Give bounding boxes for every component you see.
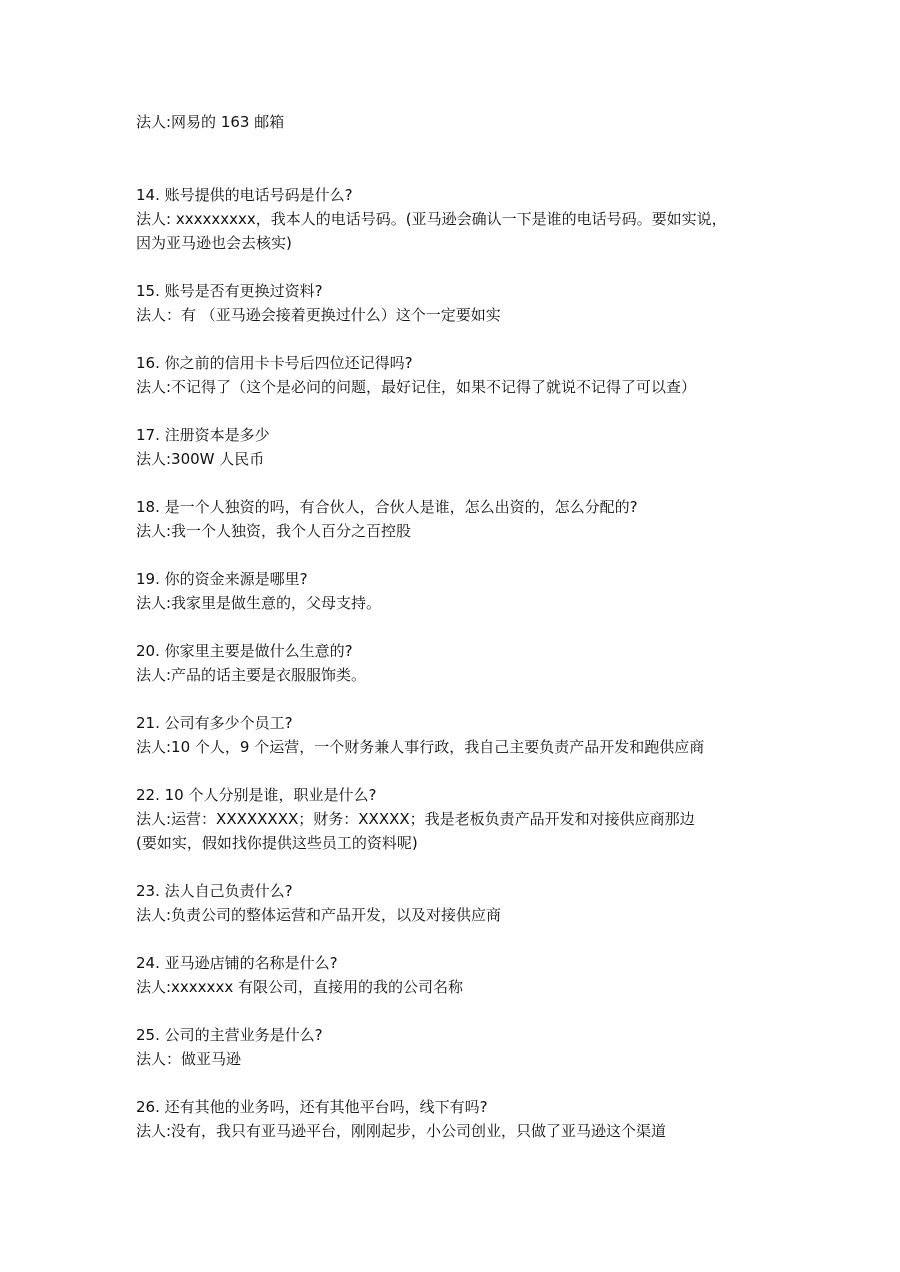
- question-text: 22. 10 个人分别是谁，职业是什么?: [136, 786, 377, 804]
- answer-text: 法人：有 （亚马逊会接着更换过什么）这个一定要如实: [136, 306, 501, 324]
- answer-text: (要如实，假如找你提供这些员工的资料呢): [136, 834, 418, 852]
- answer-text: 法人:没有，我只有亚马逊平台，刚刚起步，小公司创业，只做了亚马逊这个渠道: [136, 1122, 667, 1140]
- document-content: [136, 110, 776, 1167]
- answer-text: 法人:负责公司的整体运营和产品开发，以及对接供应商: [136, 906, 502, 924]
- question-text: 17. 注册资本是多少: [136, 426, 270, 444]
- qa-item: [136, 351, 776, 399]
- question-text: 20. 你家里主要是做什么生意的?: [136, 642, 353, 660]
- answer-text: 法人：做亚马逊: [136, 1050, 242, 1068]
- qa-item: [136, 183, 776, 255]
- answer-text: 法人:我家里是做生意的，父母支持。: [136, 594, 382, 612]
- answer-text: 法人:产品的话主要是衣服服饰类。: [136, 666, 367, 684]
- answer-text: 法人: xxxxxxxxx，我本人的电话号码。(亚马逊会确认一下是谁的电话号码。要如实说，: [136, 210, 727, 228]
- qa-item: [136, 495, 776, 543]
- question-text: 23. 法人自己负责什么?: [136, 882, 293, 900]
- qa-item: [136, 951, 776, 999]
- answer-text: 法人:xxxxxxx 有限公司，直接用的我的公司名称: [136, 978, 463, 996]
- qa-item: [136, 783, 776, 855]
- question-text: 14. 账号提供的电话号码是什么?: [136, 186, 353, 204]
- question-text: 18. 是一个人独资的吗，有合伙人，合伙人是谁，怎么出资的，怎么分配的?: [136, 498, 638, 516]
- qa-list: [136, 183, 776, 1143]
- answer-text: 法人:10 个人，9 个运营，一个财务兼人事行政，我自己主要负责产品开发和跑供应商: [136, 738, 705, 756]
- qa-item: [136, 423, 776, 471]
- answer-text: 法人:运营：XXXXXXXX；财务：XXXXX；我是老板负责产品开发和对接供应商那边: [136, 810, 695, 828]
- qa-item: [136, 639, 776, 687]
- qa-item: [136, 567, 776, 615]
- question-text: 15. 账号是否有更换过资料?: [136, 282, 323, 300]
- question-text: 24. 亚马逊店铺的名称是什么?: [136, 954, 338, 972]
- question-text: 21. 公司有多少个员工?: [136, 714, 293, 732]
- answer-text: 法人:我一个人独资，我个人百分之百控股: [136, 522, 412, 540]
- question-text: 16. 你之前的信用卡卡号后四位还记得吗?: [136, 354, 413, 372]
- question-text: 26. 还有其他的业务吗，还有其他平台吗，线下有吗?: [136, 1098, 488, 1116]
- answer-text: 法人:300W 人民币: [136, 450, 265, 468]
- qa-item: [136, 711, 776, 759]
- qa-item: [136, 879, 776, 927]
- intro-answer: 法人:网易的 163 邮箱: [136, 113, 285, 131]
- question-text: 19. 你的资金来源是哪里?: [136, 570, 308, 588]
- question-text: 25. 公司的主营业务是什么?: [136, 1026, 323, 1044]
- answer-text: 法人:不记得了（这个是必问的问题，最好记住，如果不记得了就说不记得了可以查）: [136, 378, 697, 396]
- qa-item: [136, 1095, 776, 1143]
- qa-item: [136, 1023, 776, 1071]
- answer-text: 因为亚马逊也会去核实): [136, 234, 292, 252]
- qa-item: [136, 279, 776, 327]
